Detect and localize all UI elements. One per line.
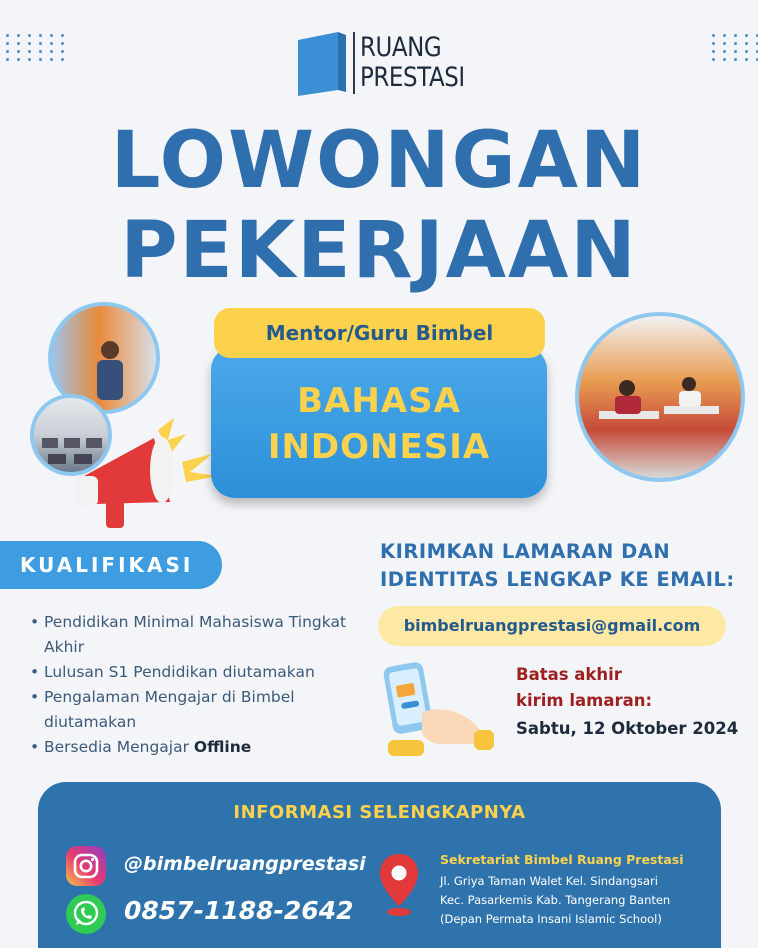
apply-heading-line1: KIRIMKAN LAMARAN DAN	[380, 540, 671, 563]
qualification-text: Bersedia Mengajar	[44, 738, 194, 756]
address-line1: Jl. Griya Taman Walet Kel. Sindangsari	[440, 874, 658, 888]
subject-line1: BAHASA	[297, 381, 461, 421]
logo-divider	[353, 32, 355, 94]
instagram-handle[interactable]: @bimbelruangprestasi	[124, 853, 366, 875]
office-title: Sekretariat Bimbel Ruang Prestasi	[440, 852, 684, 867]
info-footer	[38, 782, 721, 948]
dot-grid-right	[712, 34, 758, 61]
qualification-item: • Pengalaman Mengajar di Bimbel diutamakan	[30, 685, 350, 735]
footer-title: INFORMASI SELENGKAPNYA	[233, 802, 526, 823]
subject-box	[211, 346, 547, 498]
subject-line2: INDONESIA	[267, 427, 491, 467]
deadline-date: Sabtu, 12 Oktober 2024	[516, 719, 739, 738]
deadline-label-line1: Batas akhir	[516, 665, 622, 684]
qualification-emphasis: Offline	[193, 738, 252, 756]
apply-heading-line2: IDENTITAS LENGKAP KE EMAIL:	[380, 568, 735, 591]
address-line3: (Depan Permata Insani Islamic School)	[440, 912, 662, 926]
students-writing-icon	[579, 316, 741, 478]
dot-grid-left	[6, 34, 67, 61]
logo-text-line1: RUANG	[360, 32, 442, 63]
logo-text-line2: PRESTASI	[360, 62, 465, 93]
whatsapp-icon[interactable]	[66, 894, 106, 934]
headline-line2: PEKERJAAN	[120, 206, 638, 296]
book-logo-icon	[298, 32, 346, 96]
qualification-item: • Pendidikan Minimal Mahasiswa Tingkat Akhir	[30, 610, 350, 660]
qualifications-title: KUALIFIKASI	[0, 541, 222, 589]
qualification-item: • Lulusan S1 Pendidikan diutamakan	[30, 660, 350, 685]
qualifications-list	[30, 610, 350, 760]
megaphone-icon	[62, 418, 222, 533]
whatsapp-number[interactable]: 0857-1188-2642	[124, 896, 354, 925]
email-address[interactable]: bimbelruangprestasi@gmail.com	[378, 606, 726, 646]
role-pill: Mentor/Guru Bimbel	[214, 308, 545, 358]
instagram-icon[interactable]	[66, 846, 106, 886]
address-line2: Kec. Pasarkemis Kab. Tangerang Banten	[440, 893, 671, 907]
deadline-label-line2: kirim lamaran:	[516, 691, 653, 710]
phone-email-icon	[378, 660, 498, 760]
location-pin-icon	[378, 852, 420, 918]
headline-line1: LOWONGAN	[110, 116, 648, 206]
qualification-item	[30, 735, 350, 760]
brand-logo	[298, 28, 468, 98]
classroom-photo-large	[575, 312, 745, 482]
